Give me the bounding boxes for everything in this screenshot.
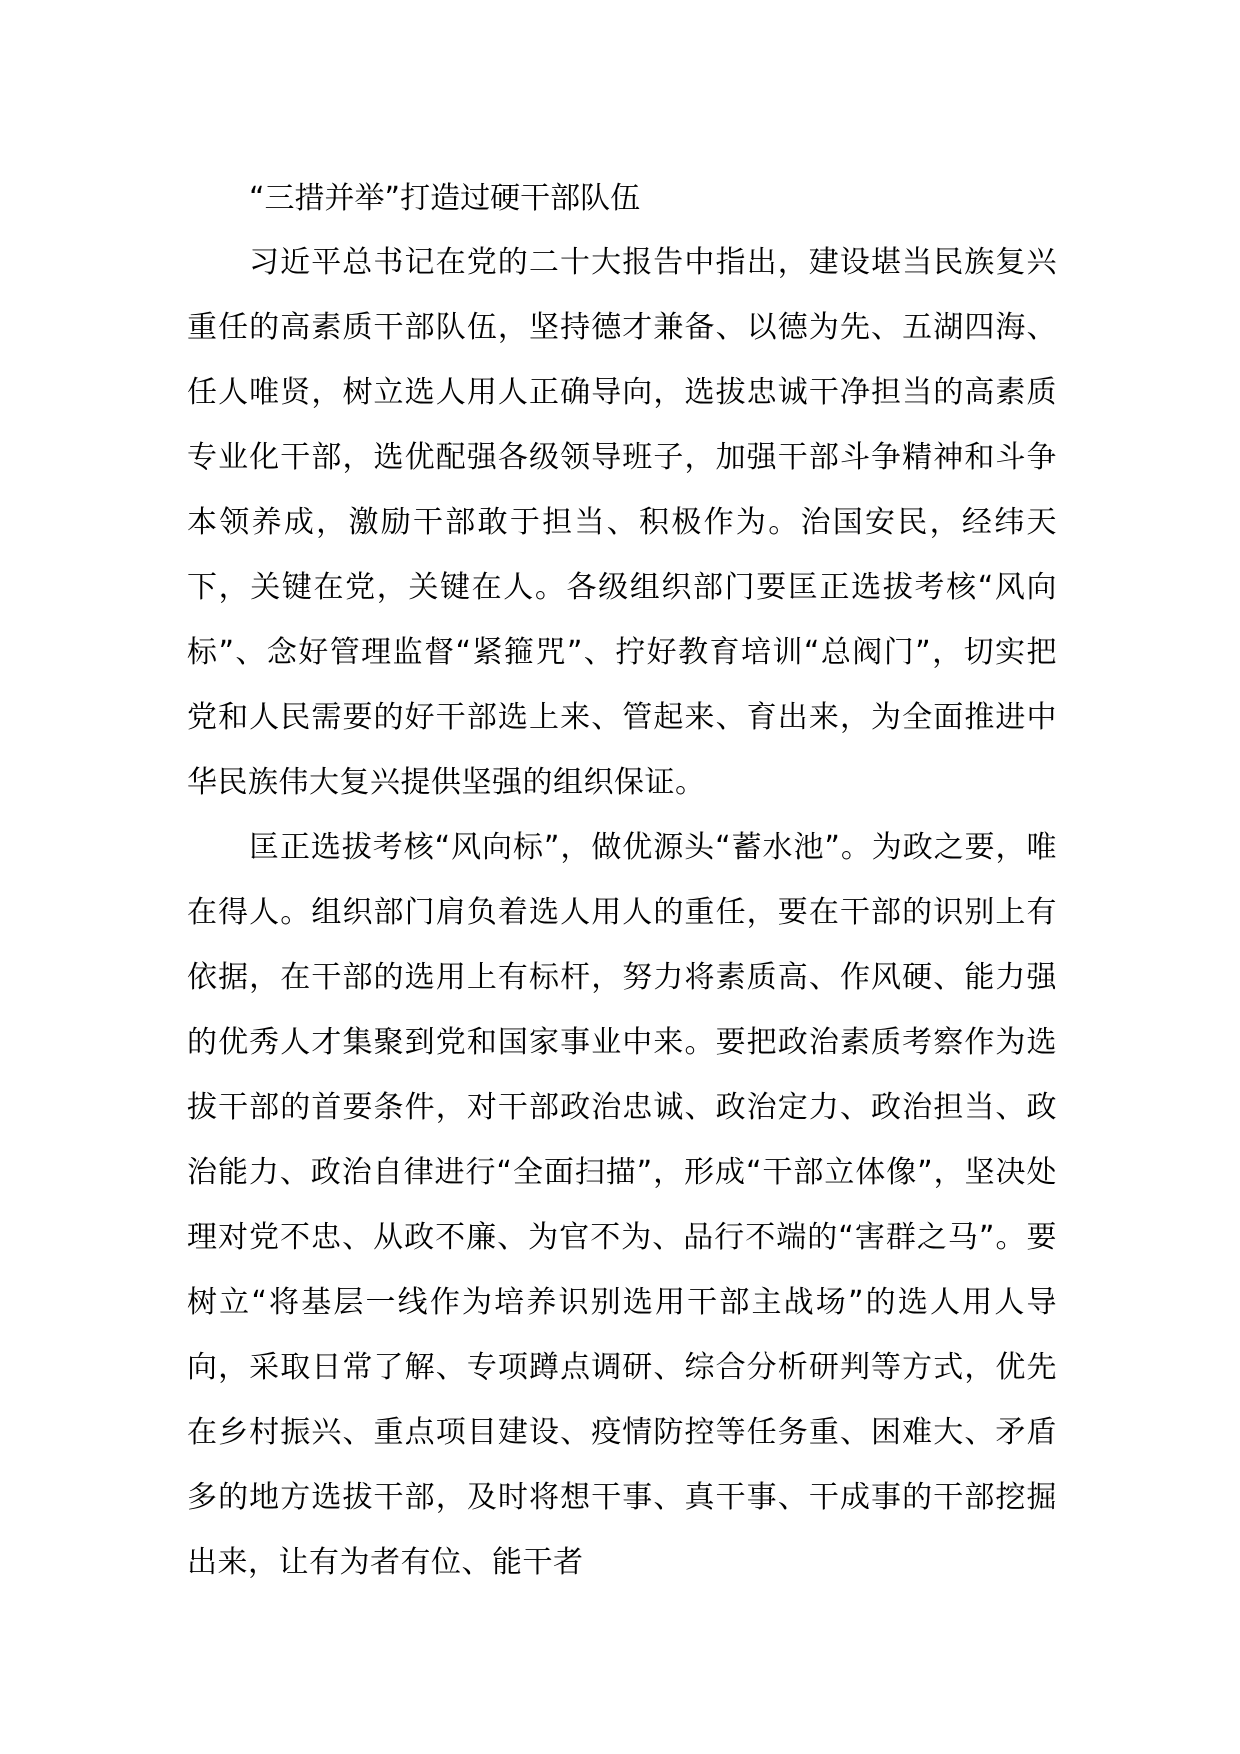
paragraph-intro: 习近平总书记在党的二十大报告中指出，建设堪当民族复兴重任的高素质干部队伍，坚持德才兼备、以德为先、五湖四海、任人唯贤，树立选人用人正确导向，选拔忠诚干净担当的高素质专业化干部，选优配强各级领导班子，加强干部斗争精神和斗争本领养成，激励干部敢于担当、积极作为。治国安民，经纬天下，关键在党，关键在人。各级组织部门要匡正选拔考核“风向标”、念好管理监督“紧箍咒”、拧好教育培训“总阀门”，切实把党和人民需要的好干部选上来、管起来、育出来，为全面推进中华民族伟大复兴提供坚强的组织保证。	[187, 245, 1057, 800]
paragraph-selection: 匡正选拔考核“风向标”，做优源头“蓄水池”。为政之要，唯在得人。组织部门肩负着选人用人的重任，要在干部的识别上有依据，在干部的选用上有标杆，努力将素质高、作风硬、能力强的优秀人才集聚到党和国家事业中来。要把政治素质考察作为选拔干部的首要条件，对干部政治忠诚、政治定力、政治担当、政治能力、政治自律进行“全面扫描”，形成“干部立体像”，坚决处理对党不忠、从政不廉、为官不为、品行不端的“害群之马”。要树立“将基层一线作为培养识别选用干部主战场”的选人用人导向，采取日常了解、专项蹲点调研、综合分析研判等方式，优先在乡村振兴、重点项目建设、疫情防控等任务重、困难大、矛盾多的地方选拔干部，及时将想干事、真干事、干成事的干部挖掘出来，让有为者有位、能干者	[187, 830, 1057, 1580]
document-body	[187, 168, 1057, 1595]
document-title: “三措并举”打造过硬干部队伍	[249, 181, 641, 216]
